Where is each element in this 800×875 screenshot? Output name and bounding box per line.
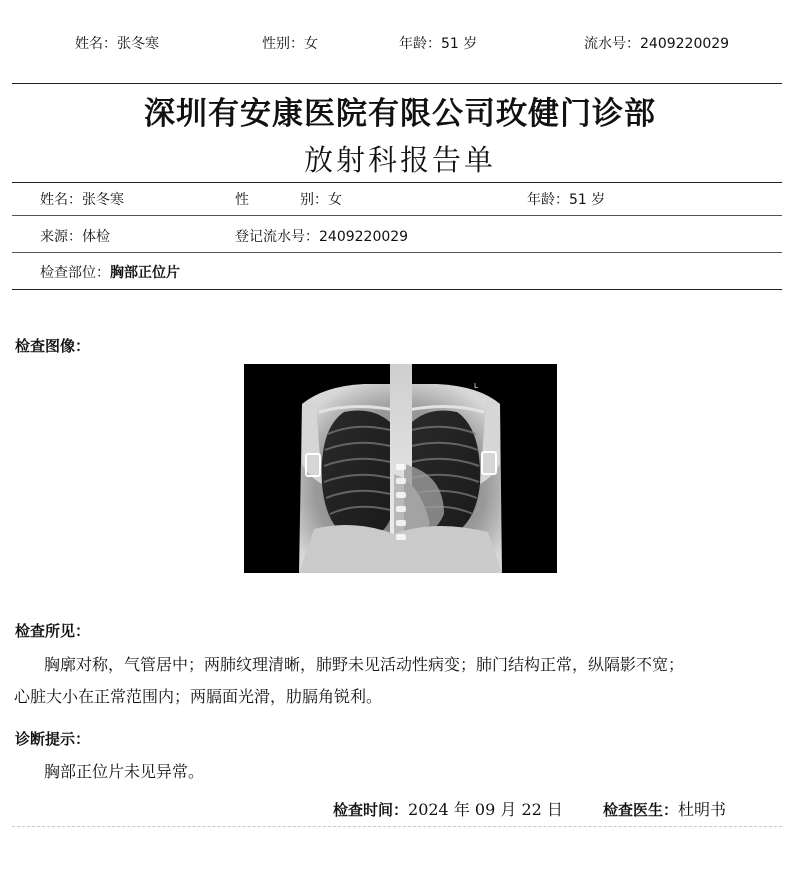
findings-text: [14, 649, 784, 713]
info-part-value: 胸部正位片: [110, 265, 180, 281]
xray-side-marker: L: [474, 382, 478, 390]
info-name: [40, 189, 124, 209]
info-name-value: 张冬寒: [82, 192, 124, 208]
info-reg-label: 登记流水号：: [235, 229, 319, 245]
info-row-2: [0, 226, 800, 248]
info-gender-label-b: 别：: [300, 192, 328, 208]
top-serial-label: 流水号：: [584, 36, 640, 52]
findings-line-1-text: 胸廓对称，气管居中；两肺纹理清晰，肺野未见活动性病变；肺门结构正常，纵隔影不宽；: [44, 655, 685, 674]
info-divider-2: [12, 252, 782, 253]
top-gender-label: 性别：: [262, 36, 304, 52]
info-part: [40, 262, 180, 282]
top-serial: [584, 33, 729, 53]
top-age-label: 年龄：: [399, 36, 441, 52]
footer-divider: [12, 826, 782, 827]
exam-doctor-value: 杜明书: [678, 800, 727, 819]
info-gender-label-a: 性: [235, 192, 249, 208]
exam-time-label: 检查时间：: [333, 801, 409, 819]
top-age: [399, 33, 477, 53]
info-reg-value: 2409220029: [319, 229, 409, 245]
top-gender: [262, 33, 318, 53]
findings-line-1: [14, 649, 784, 681]
info-age-value: 51 岁: [569, 192, 606, 208]
diagnosis-text: [14, 756, 784, 788]
hospital-name: 深圳有安康医院有限公司玫健门诊部: [144, 96, 656, 132]
info-part-label: 检查部位：: [40, 265, 110, 281]
info-age-label: 年龄：: [527, 192, 569, 208]
exam-doctor: [603, 797, 726, 820]
info-source-label: 来源：: [40, 229, 82, 245]
info-gender-value: 女: [328, 192, 342, 208]
top-name-value: 张冬寒: [117, 36, 159, 52]
exam-doctor-label: 检查医生：: [603, 801, 679, 819]
chest-xray-graphic: [244, 364, 557, 573]
top-serial-value: 2409220029: [640, 36, 730, 52]
info-row-3: [0, 262, 800, 284]
top-gender-value: 女: [304, 36, 318, 52]
info-name-label: 姓名：: [40, 192, 82, 208]
findings-line-2: 心脏大小在正常范围内；两膈面光滑，肋膈角锐利。: [14, 687, 383, 706]
top-name: [75, 33, 159, 53]
info-divider-1: [12, 215, 782, 216]
info-source: [40, 226, 110, 246]
chest-xray-image: [244, 364, 557, 573]
info-reg: [235, 226, 408, 246]
info-gender: [300, 189, 342, 209]
diagnosis-text-value: 胸部正位片未见异常。: [44, 762, 205, 781]
top-age-value: 51 岁: [441, 36, 478, 52]
image-section-title: 检查图像：: [15, 337, 91, 355]
exam-time-value: 2024 年 09 月 22 日: [408, 800, 563, 819]
top-name-label: 姓名：: [75, 36, 117, 52]
exam-time: [333, 797, 563, 820]
info-top-divider: [12, 182, 782, 183]
info-age: [527, 189, 605, 209]
info-bottom-divider: [12, 289, 782, 290]
top-patient-meta: [0, 33, 800, 53]
info-row-1: [0, 189, 800, 211]
diagnosis-title: 诊断提示：: [15, 730, 91, 748]
info-source-value: 体检: [82, 229, 110, 245]
header-divider: [12, 83, 782, 84]
findings-title: 检查所见：: [15, 622, 91, 640]
report-title: 放射科报告单: [303, 143, 496, 177]
